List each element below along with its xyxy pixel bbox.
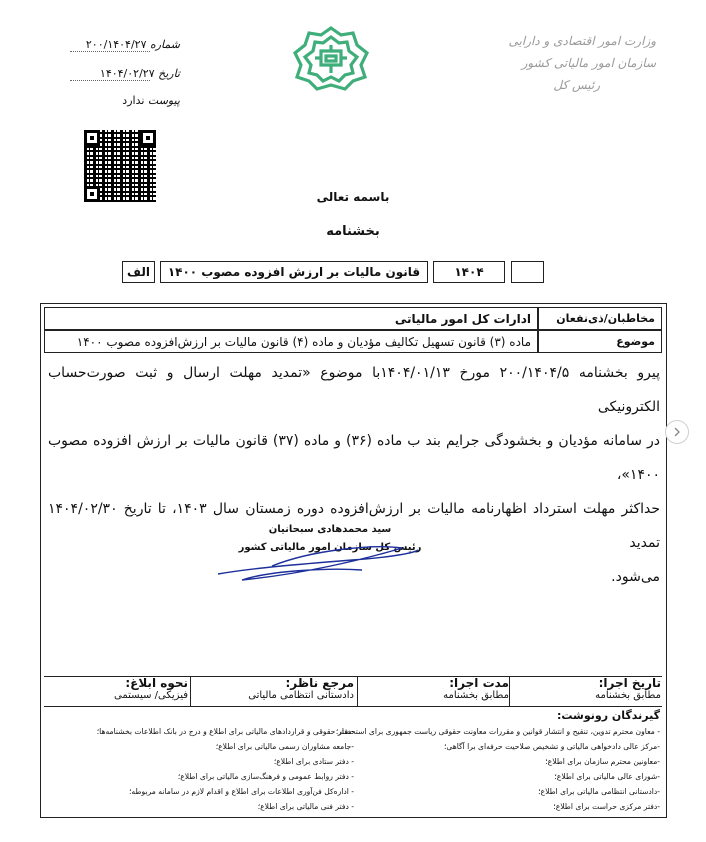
supervisor-value: دادستانی انتظامی مالیاتی xyxy=(248,690,354,701)
list-item: - دفتر فنی مالیاتی برای اطلاع؛ xyxy=(257,802,354,811)
next-page-button[interactable] xyxy=(665,420,689,444)
body-line-4: می‌شود. xyxy=(611,569,660,585)
body-line-2: در سامانه مؤدیان و بخشودگی جرایم بند ب ماده (۳۶) و ماده (۳۷) قانون مالیات بر ارزش افزوده مصوب ۱۴۰۰»، xyxy=(48,433,661,483)
cc-list-right xyxy=(335,724,660,814)
signer-title: رئیس کل سازمان امور مالیاتی کشور xyxy=(238,542,422,553)
date-value: ۱۴۰۴/۰۲/۲۷ xyxy=(99,67,155,80)
body-line-1: پیرو بخشنامه ۲۰۰/۱۴۰۴/۵ مورخ ۱۴۰۴/۰۱/۱۳با موضوع «تمدید مهلت ارسال و ثبت صورت‌حساب الکترونیکی xyxy=(48,365,660,415)
exec-date xyxy=(513,676,661,701)
addressee-label: مخاطبان/ذی‌نفعان xyxy=(538,307,662,330)
letter-attachment xyxy=(70,94,180,107)
number-value: ۲۰۰/۱۴۰۴/۲۷ xyxy=(85,38,147,51)
signer-name: سید محمدهادی سبحانیان xyxy=(268,524,392,535)
date-label: تاریخ xyxy=(158,67,180,80)
blank-box-right xyxy=(511,261,544,283)
list-item: -جامعه مشاوران رسمی مالیاتی برای اطلاع؛ xyxy=(215,742,354,751)
list-item: -شورای عالی مالیاتی برای اطلاع؛ xyxy=(554,772,660,781)
ministry-line-2: سازمان امور مالیاتی کشور xyxy=(521,56,656,70)
cc-list-left xyxy=(48,724,354,814)
basmala: باسمه تعالی xyxy=(316,190,390,204)
attachment-label: پیوست xyxy=(147,94,180,107)
list-item: -دادستانی انتظامی مالیاتی برای اطلاع؛ xyxy=(538,787,660,796)
exec-date-label: تاریخ اجرا: xyxy=(598,676,661,690)
subject-label: موضوع xyxy=(538,330,662,353)
tax-organization-logo-icon xyxy=(291,25,371,91)
list-item: - دفتر روابط عمومی و فرهنگ‌سازی مالیاتی برای اطلاع؛ xyxy=(177,772,354,781)
list-item: -دفتر مرکزی حراست برای اطلاع؛ xyxy=(553,802,660,811)
subject-value: ماده (۳) قانون تسهیل تکالیف مؤدیان و ماده (۴) قانون مالیات بر ارزش‌افزوده مصوب ۱۴۰۰ xyxy=(44,330,538,353)
signature-scribble-icon xyxy=(212,540,422,584)
duration-value: مطابق بخشنامه xyxy=(443,690,509,701)
ministry-line-1: وزارت امور اقتصادی و دارایی xyxy=(508,34,656,48)
notify xyxy=(48,676,188,701)
number-label: شماره xyxy=(149,38,180,51)
qr-code xyxy=(84,130,156,202)
letter-number xyxy=(70,38,180,51)
body-line-3: حداکثر مهلت استرداد اظهارنامه مالیات بر ارزش‌افزوده دوره زمستان سال ۱۴۰۳، تا تاریخ ۱۴۰۴/۰۲/۳۰ تمدید xyxy=(48,501,661,551)
circular-law-title: قانون مالیات بر ارزش افزوده مصوب ۱۴۰۰ xyxy=(160,261,428,283)
list-item: -دفتر حقوقی و قراردادهای مالیاتی برای اطلاع و درج در بانک اطلاعات بخشنامه‌ها؛ xyxy=(96,727,354,736)
list-item: - معاون محترم تدوین، تنقیح و انتشار قوانین و مقررات معاونت حقوقی ریاست جمهوری برای استحضار؛ xyxy=(335,727,660,736)
letter-date xyxy=(70,67,180,80)
addressee-value: ادارات کل امور مالیاتی xyxy=(44,307,538,330)
exec-date-value: مطابق بخشنامه xyxy=(595,690,661,701)
document-type: بخشنامه xyxy=(326,224,380,239)
ministry-line-3: رئیس کل xyxy=(553,78,600,92)
notify-label: نحوه ابلاغ: xyxy=(125,676,188,690)
circular-year: ۱۴۰۴ xyxy=(433,261,505,283)
circular-series: الف xyxy=(122,261,155,283)
list-item: -مرکز عالی دادخواهی مالیاتی و تشخیص صلاحیت حرفه‌ای برا آگاهی؛ xyxy=(443,742,660,751)
attachment-value: ندارد xyxy=(122,94,145,107)
ministry-block xyxy=(470,30,656,96)
list-item: - اداره‌کل فن‌آوری اطلاعات برای اطلاع و اقدام لازم در سامانه مربوطه؛ xyxy=(129,787,354,796)
notify-value: فیزیکی/ سیستمی xyxy=(114,690,188,701)
supervisor xyxy=(194,676,354,701)
list-item: - دفتر ستادی برای اطلاع؛ xyxy=(273,757,354,766)
list-item: -معاونین محترم سازمان برای اطلاع؛ xyxy=(545,757,660,766)
duration-label: مدت اجرا: xyxy=(449,676,509,690)
supervisor-label: مرجع ناظر: xyxy=(285,676,354,690)
cc-title: گیرندگان رونوشت: xyxy=(556,709,660,722)
chevron-right-icon xyxy=(673,427,681,437)
duration xyxy=(361,676,509,701)
